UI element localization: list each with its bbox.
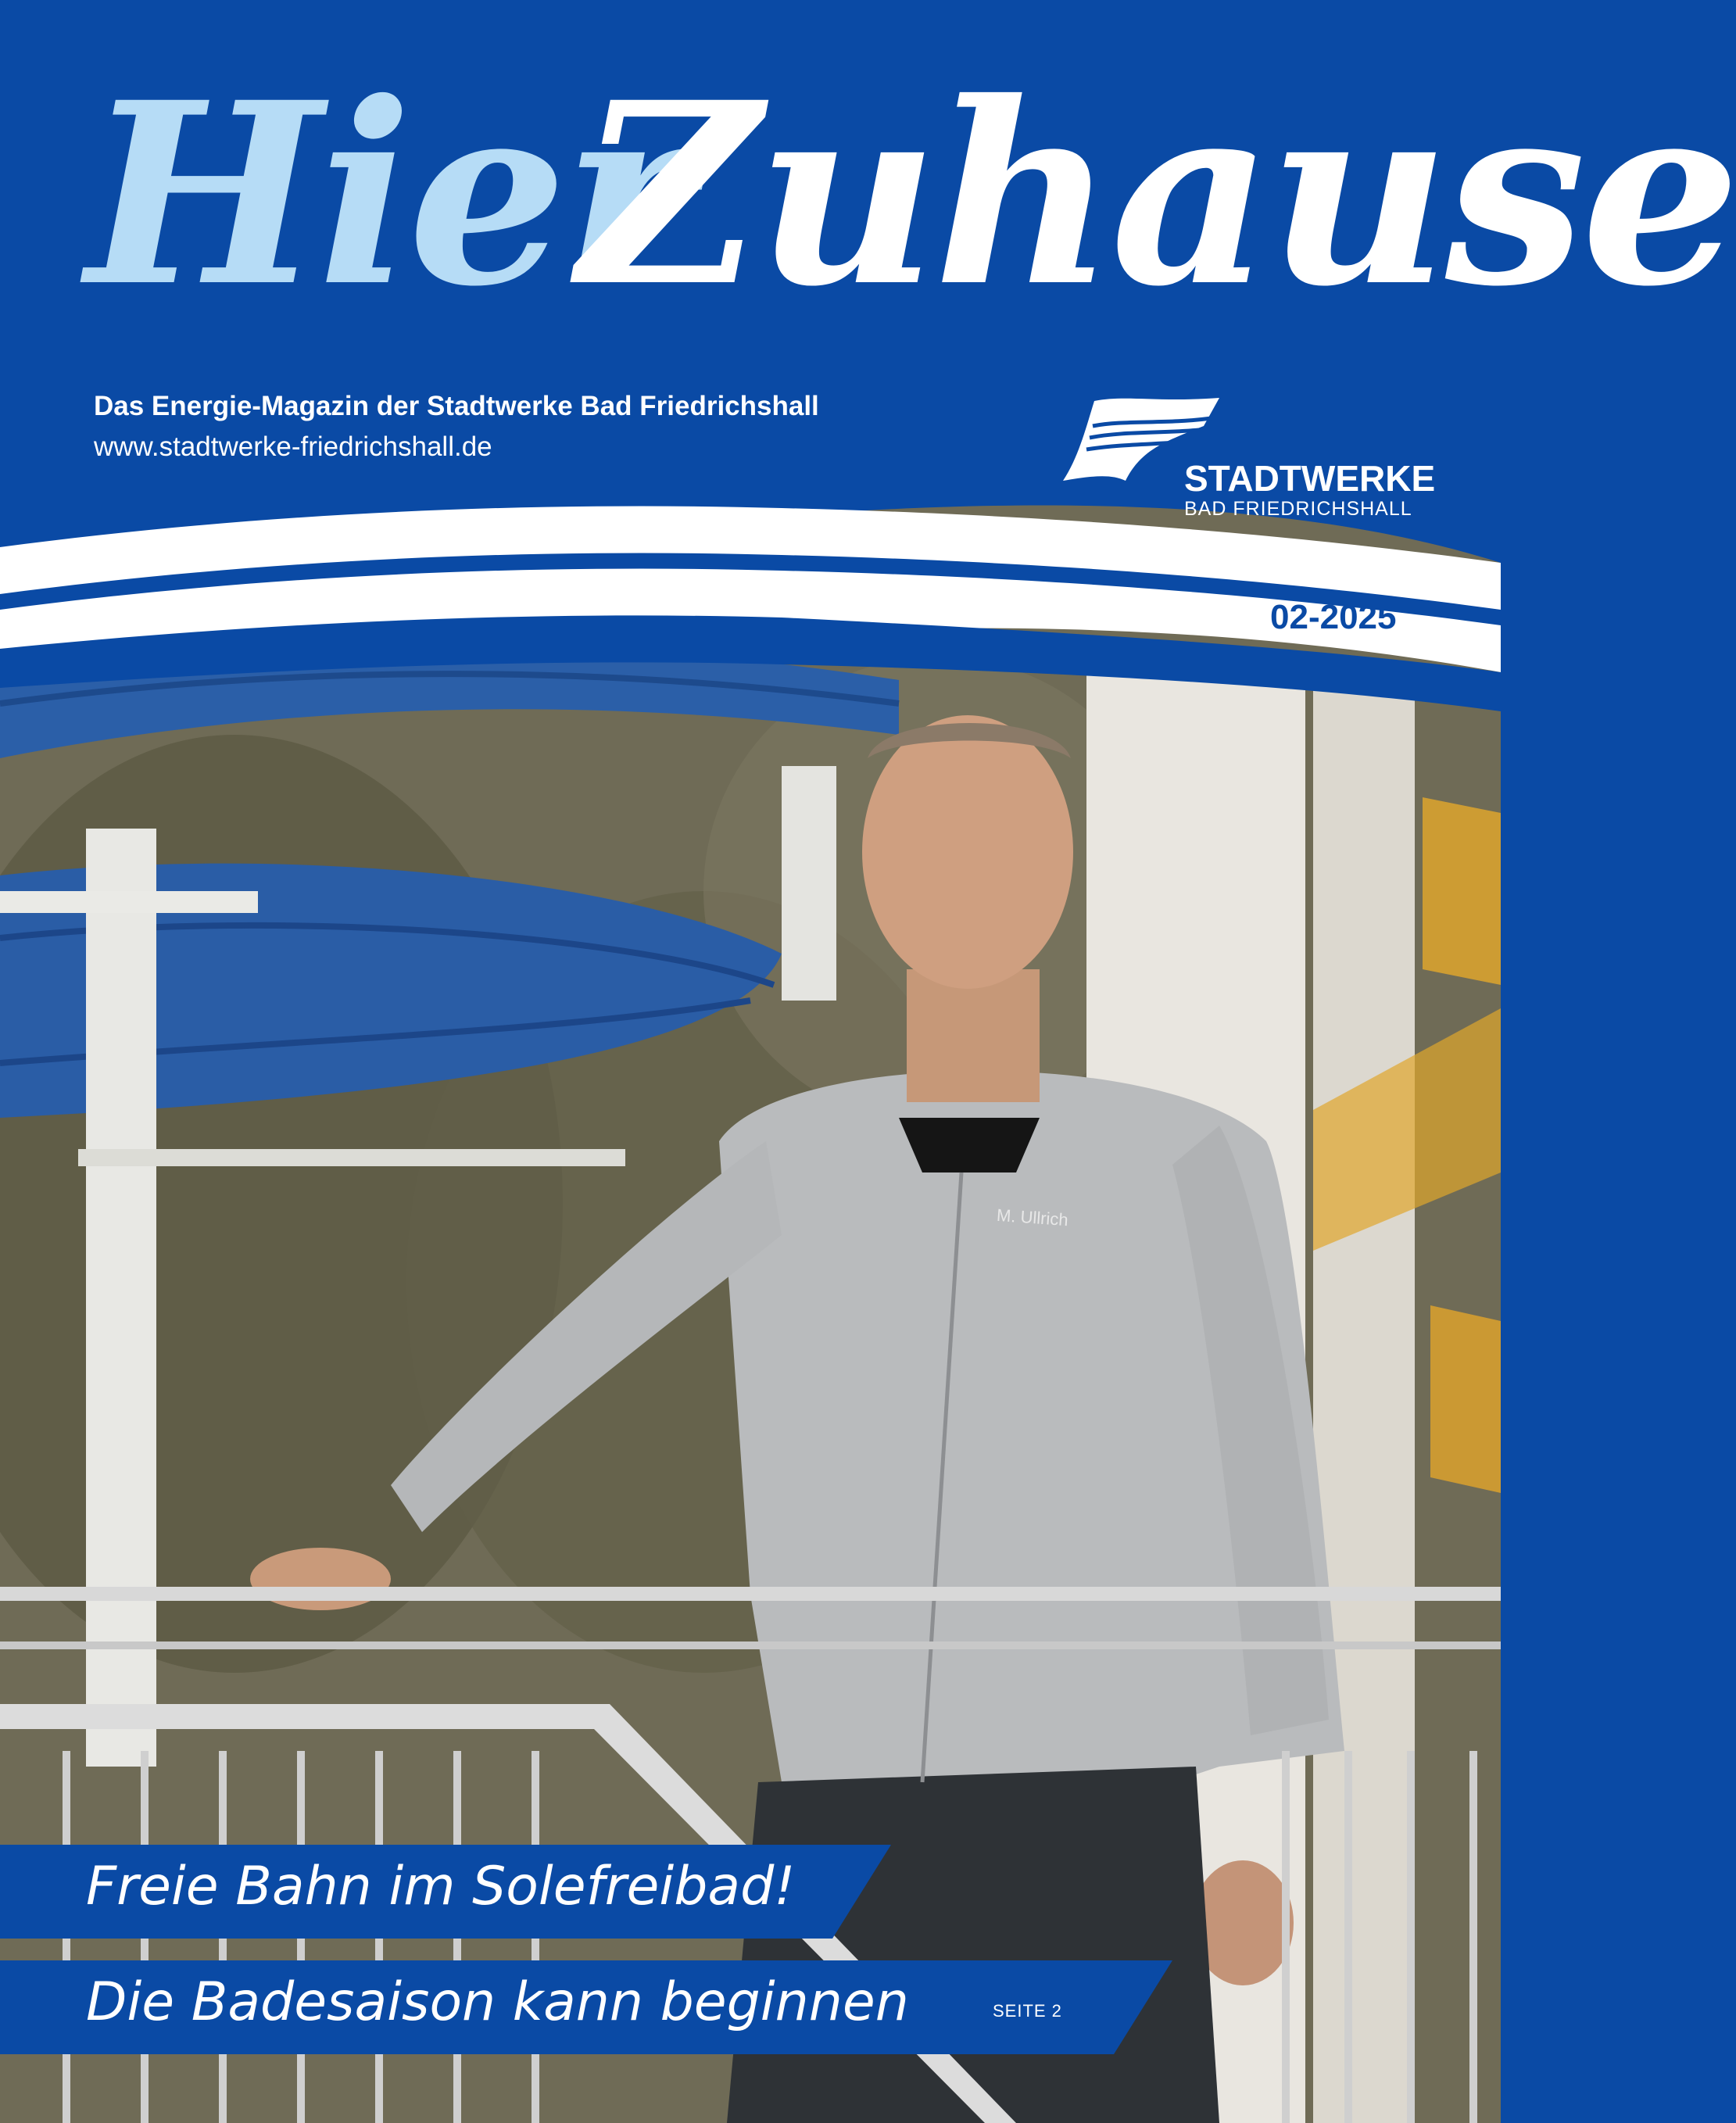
masthead <box>0 0 1736 636</box>
issue-number: 02-2025 <box>1270 598 1397 636</box>
title-zuhause: Zuhause <box>578 48 1736 342</box>
page-reference[interactable]: SEITE 2 <box>993 2001 1062 2021</box>
headline-2: Die Badesaison kann beginnen <box>86 1971 909 2033</box>
logo-name: STADTWERKE <box>1184 458 1436 499</box>
title-hier: Hier <box>86 48 690 342</box>
headline-band-1 <box>0 1845 891 1939</box>
shirt-print: M. Ullrich <box>996 1205 1069 1230</box>
magazine-subtitle: Das Energie-Magazin der Stadtwerke Bad Friedrichshall <box>94 391 819 421</box>
headline-band-2 <box>0 1960 1172 2054</box>
logo-location: BAD FRIEDRICHSHALL <box>1184 498 1412 520</box>
website-link[interactable]: www.stadtwerke-friedrichshall.de <box>94 431 492 462</box>
flag-icon <box>1063 395 1188 504</box>
headline-1: Freie Bahn im Solefreibad! <box>86 1856 796 1917</box>
stadtwerke-logo <box>1063 395 1436 520</box>
